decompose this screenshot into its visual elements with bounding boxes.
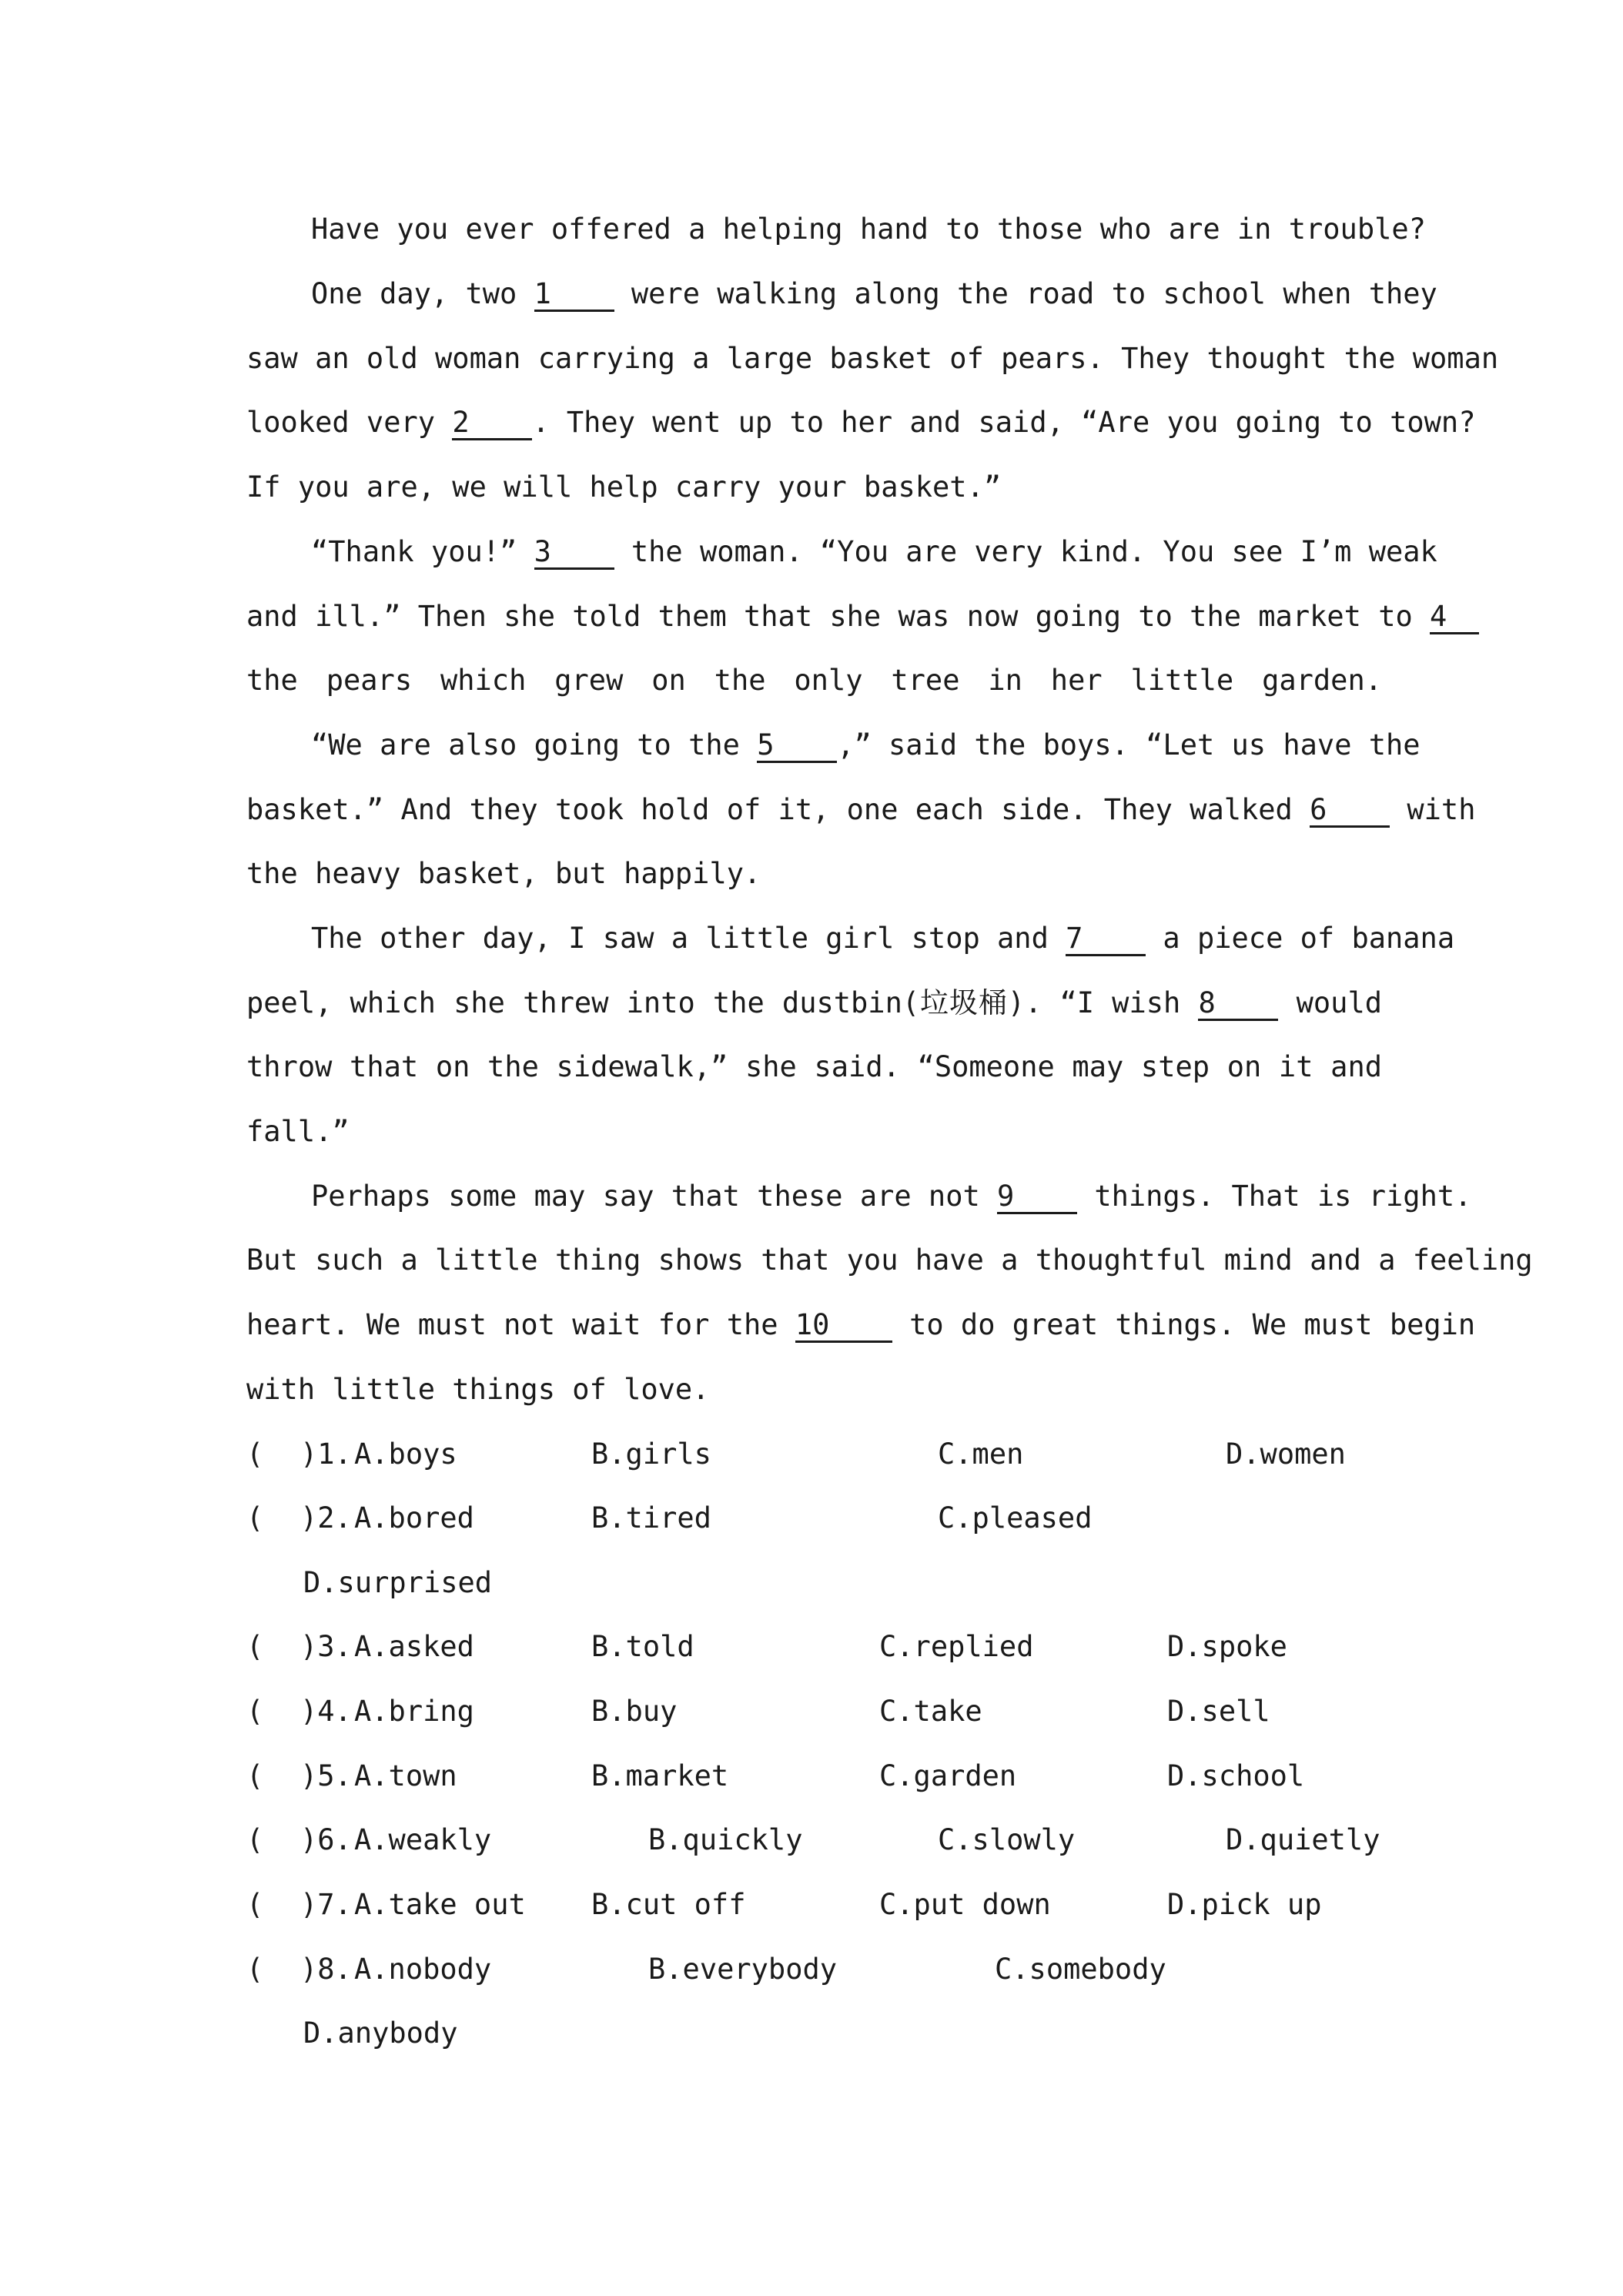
question-row-5 — [246, 1757, 1382, 1796]
text-run: The other day, I saw a little girl stop and — [311, 922, 1066, 955]
passage-line: Have you ever offered a helping hand to those who are in trouble? — [311, 213, 1426, 246]
passage-line — [311, 726, 1421, 765]
option-c[interactable]: C.pleased — [938, 1501, 1093, 1535]
text-run: “We are also going to the — [311, 728, 758, 761]
passage-line: If you are, we will help carry your basket.” — [246, 470, 1002, 504]
blank-7[interactable]: 7 — [1066, 923, 1146, 956]
question-row-1 — [246, 1435, 1382, 1474]
passage-line: saw an old woman carrying a large basket of pears. They thought the woman — [246, 342, 1499, 375]
option-b[interactable]: B.told — [591, 1630, 694, 1663]
answer-paren[interactable]: ( — [246, 1823, 264, 1856]
passage-line — [311, 919, 1455, 958]
passage-line — [311, 533, 1437, 571]
option-d[interactable]: D.anybody — [303, 2017, 458, 2050]
blank-6[interactable]: 6 — [1310, 795, 1390, 828]
question-row-7 — [246, 1886, 1382, 1924]
option-a[interactable]: A.bored — [354, 1501, 474, 1535]
question-row-8 — [246, 1950, 1382, 1989]
answer-paren[interactable]: ( — [246, 1953, 264, 1986]
passage-line — [246, 403, 1476, 442]
option-b[interactable]: B.market — [591, 1759, 729, 1792]
text-run: the woman. “You are very kind. You see I’m weak — [614, 535, 1437, 568]
option-a[interactable]: A.take out — [354, 1888, 526, 1921]
answer-paren[interactable]: ( — [246, 1695, 264, 1728]
option-c[interactable]: C.garden — [879, 1759, 1017, 1792]
question-row-2 — [246, 1499, 1382, 1538]
passage-line: the heavy basket, but happily. — [246, 857, 761, 890]
question-number: )1. — [300, 1438, 352, 1471]
question-row-3 — [246, 1628, 1382, 1666]
question-number: )2. — [300, 1501, 352, 1535]
text-run: would — [1278, 986, 1383, 1019]
text-run: a piece of banana — [1146, 922, 1455, 955]
question-number: )6. — [300, 1823, 352, 1856]
answer-paren[interactable]: ( — [246, 1630, 264, 1663]
answer-paren[interactable]: ( — [246, 1888, 264, 1921]
blank-3[interactable]: 3 — [534, 537, 614, 570]
question-number: )7. — [300, 1888, 352, 1921]
question-number: )8. — [300, 1953, 352, 1986]
blank-10[interactable]: 10 — [795, 1310, 892, 1343]
option-b[interactable]: B.girls — [591, 1438, 711, 1471]
text-run: peel, which she threw into the dustbin(垃圾桶). “I wish — [246, 986, 1199, 1019]
text-run: One day, two — [311, 277, 534, 310]
option-d[interactable]: D.surprised — [303, 1566, 493, 1599]
option-c[interactable]: C.somebody — [995, 1953, 1166, 1986]
blank-8[interactable]: 8 — [1198, 988, 1278, 1021]
question-row-4 — [246, 1692, 1382, 1731]
option-c[interactable]: C.slowly — [938, 1823, 1076, 1856]
answer-paren[interactable]: ( — [246, 1501, 264, 1535]
text-run: and ill.” Then she told them that she was now going to the market to — [246, 600, 1431, 633]
option-d[interactable]: D.school — [1167, 1759, 1305, 1792]
blank-5[interactable]: 5 — [757, 730, 837, 763]
passage-line: fall.” — [246, 1115, 350, 1148]
option-b[interactable]: B.everybody — [648, 1953, 838, 1986]
option-a[interactable]: A.bring — [354, 1695, 474, 1728]
answer-paren[interactable]: ( — [246, 1438, 264, 1471]
text-run: looked very — [246, 406, 453, 439]
passage-line — [246, 597, 1447, 636]
text-run: . They went up to her and said, “Are you going to town? — [532, 406, 1476, 439]
passage-line: throw that on the sidewalk,” she said. “Someone may step on it and — [246, 1050, 1382, 1083]
option-a[interactable]: A.weakly — [354, 1823, 492, 1856]
option-a[interactable]: A.nobody — [354, 1953, 492, 1986]
option-a[interactable]: A.asked — [354, 1630, 474, 1663]
option-d[interactable]: D.women — [1226, 1438, 1346, 1471]
passage-line: But such a little thing shows that you have a thoughtful mind and a feeling — [246, 1243, 1533, 1277]
blank-1[interactable]: 1 — [534, 279, 614, 312]
text-run: were walking along the road to school when they — [614, 277, 1437, 310]
question-number: )5. — [300, 1759, 352, 1792]
option-d[interactable]: D.spoke — [1167, 1630, 1287, 1663]
option-b[interactable]: B.buy — [591, 1695, 678, 1728]
text-run: “Thank you!” — [311, 535, 534, 568]
text-run: heart. We must not wait for the — [246, 1308, 795, 1341]
blank-9[interactable]: 9 — [997, 1181, 1077, 1214]
passage-line — [311, 275, 1437, 313]
text-run: to do great things. We must begin — [892, 1308, 1476, 1341]
option-b[interactable]: B.cut off — [591, 1888, 746, 1921]
option-c[interactable]: C.men — [938, 1438, 1024, 1471]
option-b[interactable]: B.tired — [591, 1501, 711, 1535]
blank-2[interactable]: 2 — [452, 407, 532, 440]
answer-paren[interactable]: ( — [246, 1759, 264, 1792]
option-c[interactable]: C.replied — [879, 1630, 1034, 1663]
question-row-6 — [246, 1821, 1382, 1859]
passage-line — [246, 1306, 1476, 1344]
passage-line: the pears which grew on the only tree in her little garden. — [246, 664, 1382, 697]
passage-line — [246, 984, 1382, 1022]
text-run: basket.” And they took hold of it, one each side. They walked — [246, 793, 1310, 826]
text-run: with — [1390, 793, 1476, 826]
option-a[interactable]: A.town — [354, 1759, 457, 1792]
passage-line: with little things of love. — [246, 1373, 710, 1406]
question-number: )4. — [300, 1695, 352, 1728]
option-d[interactable]: D.quietly — [1226, 1823, 1380, 1856]
option-b[interactable]: B.quickly — [648, 1823, 803, 1856]
option-c[interactable]: C.take — [879, 1695, 982, 1728]
text-run: ,” said the boys. “Let us have the — [837, 728, 1421, 761]
passage-line — [311, 1177, 1472, 1216]
option-d[interactable]: D.pick up — [1167, 1888, 1322, 1921]
question-number: )3. — [300, 1630, 352, 1663]
passage-line — [246, 791, 1476, 829]
option-c[interactable]: C.put down — [879, 1888, 1051, 1921]
text-run: Perhaps some may say that these are not — [311, 1180, 998, 1213]
option-a[interactable]: A.boys — [354, 1438, 457, 1471]
option-d[interactable]: D.sell — [1167, 1695, 1270, 1728]
text-run: things. That is right. — [1077, 1180, 1472, 1213]
blank-4[interactable]: 4 — [1430, 601, 1479, 634]
